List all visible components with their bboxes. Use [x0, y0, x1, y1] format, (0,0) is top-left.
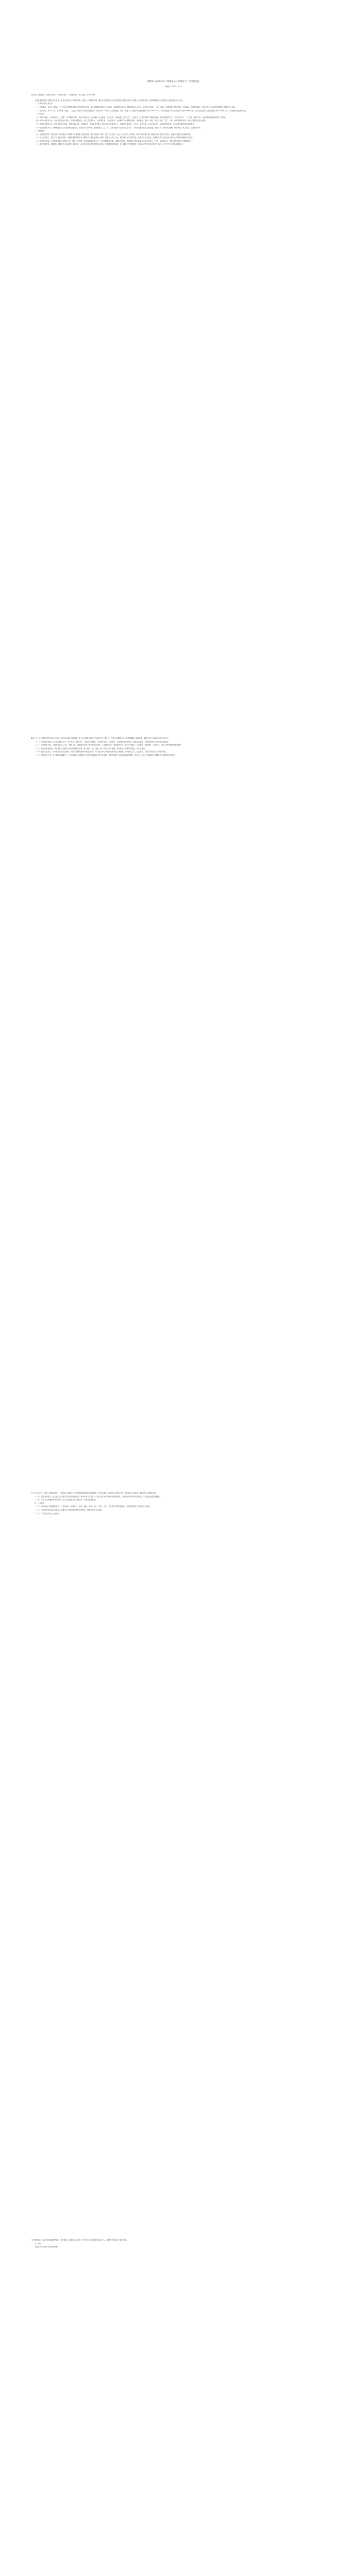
section-heading: 五、附则	[35, 2242, 41, 2245]
body-paragraph: （九）加强队伍建设。合理配备基层公共服务人员，通过公开招聘、政府购买服务等方式，充实基层服务力量。加强业务培训，提高服务人员的政策水平和业务能力，打造一支素质优良、作风过硬的基层公共服务队伍。	[35, 140, 192, 142]
salutation: 各县市区人民政府，市属各开发区，市政府各部门、各直属机构，各大企业，各高等院校：	[31, 94, 97, 96]
section-heading: 四、工作要求	[35, 1502, 45, 1504]
body-paragraph: （四）城市社区服务中心。以社区居委会为依托，设置社区服务站、社区卫生服务站、社区警务室、文化活动室、日间照料中心等服务设施，开展就业、社保、救助、养老、助残、卫生、文化、治安等服务项目，推动公共服务向社区延伸。	[35, 120, 207, 122]
doc-number: 潍政发〔2013〕25号	[165, 86, 182, 88]
section-heading: 一、总体要求和主要目标	[35, 103, 53, 105]
body-paragraph: （十七）各县市区要根据本意见精神，结合实际制定具体实施办法，并报市政府备案。	[35, 1499, 97, 1501]
doc-section-2	[31, 737, 316, 757]
body-paragraph: （二十）本意见自印发之日起施行。	[35, 1512, 61, 1515]
section-heading: 二、建设内容	[35, 113, 45, 115]
body-paragraph: （十九）市政府将对各县市区基层公共服务平台建设情况进行专项督查，督查结果在全市通报。	[35, 1509, 104, 1511]
body-paragraph: 人才与社会产业、基本公共服务的统一，使基层公共服务平台成为联系服务群众的重要阵地，加快形成统一高效的公共服务体系，更好满足人民群众日益增长的公共服务需求。	[31, 1492, 158, 1494]
section-heading: 三、保障措施	[35, 130, 45, 132]
doc-title: 潍坊市人民政府关于加强基层公共服务平台建设的意见	[147, 80, 200, 83]
body-paragraph: （七）加强组织领导。各级各部门要把基层公共服务平台建设摆上重要位置，建立政府统一领导、部门分工负责、社会广泛参与的工作机制，制定具体实施方案，明确目标任务和工作责任，确保各项建设任务落到实处。	[35, 133, 192, 135]
body-paragraph: 为加快推进基层公共服务平台建设，健全完善基本公共服务体系，根据《中共潍坊市委、潍坊市人民政府关于加快推进社会建设的意见》精神，结合我市实际，现就加强基层公共服务平台建设提出如下意见：	[35, 99, 185, 101]
body-paragraph: （十二）完善服务功能。各级要坚持以人为本、服务为先，根据群众需求不断拓展服务领域，丰富服务内容，创新服务方式，推行代办服务、上门服务、预约服务，为老年人、残疾人等特殊群体提供便利。	[35, 744, 183, 747]
body-paragraph: （二）主要目标。到2015年，全市乡镇（街道）、社区公共服务中心建设全面达标，基本形成“15分钟”公共服务圈。乡镇（街道）公共服务中心建筑面积不低于500平方米，城市社区服务中心建筑面积不低于300平方米，农村社区服务中心建筑面积不低于500平方米，各项服务功能基本完善。	[35, 109, 247, 112]
body-paragraph: 本意见由市政府办公室负责解释。	[35, 2246, 59, 2248]
body-paragraph: （十六）加强考核评估。建立基层公共服务平台建设评估体系，每年开展一次评估，评估结果作为评先树优的重要依据，对达到标准的给予奖励补助，对未达标准的限期整改。	[35, 1495, 161, 1498]
doc-section-3	[31, 1492, 316, 1515]
doc-section-4	[31, 2239, 316, 2249]
body-paragraph: （十三）推进标准化建设。制定基层公共服务平台建设和服务标准，统一标识、统一设施、统一制度、统一流程，推动基层公共服务规范化、标准化发展。	[35, 747, 146, 750]
body-paragraph: （一）总体要求。以邓小平理论、“三个代表”重要思想和科学发展观为指导，深入贯彻落实党的十八大精神，以满足群众基本公共服务需求为出发点，以乡镇（街道）、社区为重点，统筹规划，整合资源，完善功能，构建覆盖城乡、功能完善、运转高效的基层公共服务平台体系。	[35, 106, 237, 108]
body-paragraph: （五）农村社区服务中心。结合农村社区建设，按照“地域相近、规模适度、设施共享”原则，建设农村社区服务中心，设置便民服务室、卫生室、农家书屋、文体活动场所、农资超市等设施，为农村居民提供就近便捷服务。	[35, 123, 196, 125]
body-paragraph: （六）信息化服务平台。加快推进基层公共服务信息化建设，依托电子政务网络，建设覆盖市、县、乡、社区四级的公共服务信息平台，实现各类服务信息互联互通、资源共享，推行网上受理、网上审批、网上查询，提高服务效率。	[35, 126, 203, 129]
body-paragraph: （十五）加强宣传引导。充分利用各类媒体，广泛宣传基层公共服务平台建设的重要意义和工作成效，及时总结推广先进经验和典型做法，营造全社会关心支持基层公共服务平台建设的良好氛围。	[35, 754, 176, 756]
body-paragraph: （十一）规范服务管理。建立健全服务公开、首问负责、限时办结、责任追究等制度，公开服务项目、办事程序、办理时限和收费标准，接受群众监督，不断提高服务质量和群众满意度。	[35, 740, 170, 743]
body-paragraph: 工作经费补助，由县市区财政统筹解决。对在基层公共服务平台建设工作中作出突出贡献的单位和个人，按照有关规定给予表彰奖励。	[31, 2239, 128, 2241]
body-paragraph: （三）乡镇（街道）公共服务中心。按照“一站式服务”要求，整合劳动就业、社会保障、社会救助、计划生育、民政优抚、医疗卫生、文化体育、农业技术推广等服务资源，设立便民服务大厅，实行集中办公、一门受理、限时办结，为群众提供便捷高效的公共服务。	[35, 116, 227, 118]
body-paragraph: （十四）鼓励社会参与。培育发展社区社会组织，支持志愿服务组织开展社区服务，引导驻区单位向社区居民开放文体设施，形成政府主导、社会参与、共建共享的基层公共服务格局。	[35, 751, 168, 753]
doc-section-1	[31, 77, 316, 146]
body-paragraph: （八）加大资金投入。建立多元化投入机制，各级财政要将基层公共服务平台建设经费纳入预算，逐年加大投入力度。整合相关部门项目资金，集中用于平台建设。鼓励和引导社会资金参与基层公共服务设施建设和运营。	[35, 137, 194, 139]
body-paragraph: （十八）各级各部门要按照职责分工，密切协作，形成合力。组织、编制、财政、人社、民政、卫生、文化等部门要加强配合，共同推进基层公共服务平台建设。	[35, 1505, 152, 1508]
body-paragraph: 服务大厅、社区服务站的日常运行经费，由县市区财政予以保障，每个社区服务站每年工作经费不低于1万元。各县市区要将社区工作者报酬纳入财政预算，确保不低于当地职工平均工资水平。	[31, 737, 170, 739]
body-paragraph: （十）强化督导考核。将基层公共服务平台建设纳入各县市区、市直有关部门科学发展综合考核，定期开展督导检查，及时通报工作进展情况，对工作成效突出的单位给予表彰，对工作不力的进行通报批评。	[35, 143, 185, 146]
